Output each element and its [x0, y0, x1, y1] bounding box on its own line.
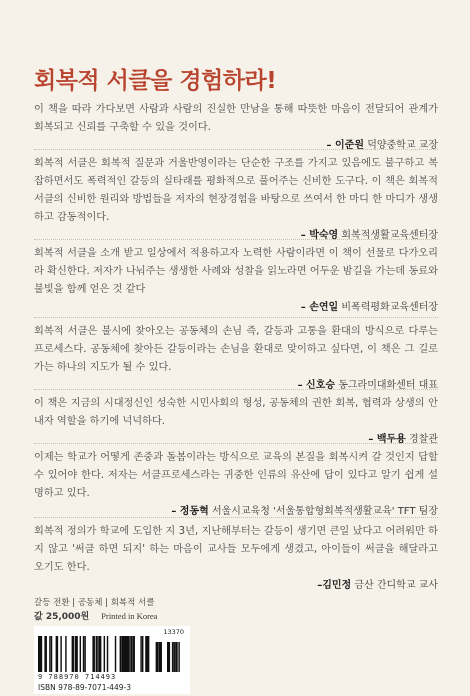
endorser-name: – 백두용 [368, 434, 406, 445]
quote-body: 이 책을 따라 가다보면 사람과 사람의 진실한 만남을 통해 따뜻한 마음이 전달되어 관계가 회복되고 신뢰를 구축할 수 있을 것이다. [34, 104, 438, 133]
endorser-affiliation: 서울시교육청 '서울통합형회복적생활교육' TFT 팀장 [211, 506, 438, 517]
divider [34, 517, 438, 518]
barcode-bar [178, 642, 179, 672]
quote-attribution [34, 577, 438, 595]
barcode-bar [96, 636, 97, 672]
endorser-name: – 이준원 [326, 140, 364, 151]
barcode-bar [174, 642, 175, 672]
quote-body: 회복적 서클은 회복적 질문과 거울반영이라는 단순한 구조를 가지고 있음에도 불구하고 복잡하면서도 폭력적인 갈등의 실타래를 평화적으로 풀어주는 신비한 도구다. 이 책은 회복적 서클의 신비한 원리와 방법들을 저자의 현장경험을 바탕으로 쓰여서 한 마디 한 마디가 생생하고 감동적이다. [34, 158, 438, 223]
divider [34, 149, 438, 150]
barcode-bar [172, 642, 173, 672]
divider [34, 317, 438, 318]
isbn-number: ISBN 978-89-7071-449-3 [38, 683, 131, 692]
barcode-bar [60, 636, 61, 672]
quote-body: 회복적 정의가 학교에 도입한 지 3년, 지난해부터는 갈등이 생기면 큰일 났다고 어려워만 하지 않고 '써클 하면 되지' 하는 마음이 교사들 모두에게 생겼고, 아이들이 써클을 해달라고 오기도 한다. [34, 526, 438, 573]
barcode-bar [147, 636, 150, 672]
barcode-bar [65, 636, 66, 672]
printed-in: Printed in Korea [101, 611, 158, 621]
endorsement-quote-4 [34, 323, 438, 395]
barcode-bar [51, 636, 52, 672]
endorser-affiliation: 경찰관 [409, 434, 438, 445]
price: 값 25,000원 [34, 612, 90, 622]
barcode-block [34, 626, 190, 694]
quote-body: 회복적 서클을 소개 받고 일상에서 적용하고자 노력한 사람이라면 이 책이 선물로 다가오리라 확신한다. 저자가 나눠주는 생생한 사례와 성찰을 읽노라면 어두운 밤길을 가는데 동료와 불빛을 함께 얻은 것 같다 [34, 248, 438, 295]
barcode-bar [80, 636, 81, 672]
barcode-bar [175, 642, 178, 672]
barcode-bar [142, 636, 143, 672]
addon-barcode [154, 642, 180, 672]
endorser-name: – 신호승 [297, 380, 336, 391]
quote-attribution [34, 431, 438, 449]
barcode-bar [120, 636, 121, 672]
barcode-bar [157, 642, 158, 672]
endorser-affiliation: 금산 간디학교 교사 [354, 580, 438, 591]
barcode-bar [92, 636, 95, 672]
price-row [34, 609, 157, 622]
addon-code: 13370 [163, 628, 184, 636]
endorser-affiliation: 동그라미대화센터 대표 [338, 380, 438, 391]
barcode-bar [131, 636, 132, 672]
endorser-affiliation: 회복적생활교육센터장 [341, 230, 438, 241]
barcode-bar [104, 636, 105, 672]
endorsement-quote-1 [34, 101, 438, 155]
isbn-barcode [38, 636, 150, 672]
endorser-name: – 정동혁 [171, 506, 209, 517]
quote-attribution [34, 503, 438, 521]
barcode-bar [129, 636, 130, 672]
barcode-bar [161, 642, 162, 672]
endorsement-quote-6 [34, 449, 438, 521]
barcode-bar [115, 636, 116, 672]
endorser-name: – 박숙영 [300, 230, 339, 241]
barcode-bar [76, 636, 77, 672]
barcode-bar [140, 636, 141, 672]
barcode-bar [49, 636, 50, 672]
endorsement-quote-7 [34, 523, 438, 595]
barcode-bar [169, 642, 170, 672]
divider [34, 443, 438, 444]
subject-keywords: 갈등 전환 | 공동체 | 회복적 서클 [34, 598, 155, 608]
barcode-bar [44, 636, 47, 672]
endorser-affiliation: 비폭력평화교육센터장 [341, 302, 438, 313]
divider [34, 389, 438, 390]
barcode-bar [56, 636, 59, 672]
barcode-bar [97, 636, 98, 672]
quote-body: 이 책은 지금의 시대정신인 성숙한 시민사회의 형성, 공동체의 권한 회복, 협력과 상생의 안내자 역할을 하기에 넉넉하다. [34, 398, 438, 427]
endorsement-quote-2 [34, 155, 438, 245]
barcode-bar [99, 636, 102, 672]
endorser-name: – 손연일 [300, 302, 339, 313]
barcode-bar [132, 636, 135, 672]
quote-attribution [34, 299, 438, 317]
ean-number: 9 788970 714493 [38, 673, 117, 681]
quote-attribution [34, 377, 438, 395]
endorsement-quote-3 [34, 245, 438, 317]
divider [34, 239, 438, 240]
barcode-bar [40, 636, 43, 672]
endorser-affiliation: 덕양중학교 교장 [367, 140, 438, 151]
quote-body: 회복적 서클은 불시에 찾아오는 공동체의 손님 즉, 갈등과 고통을 환대의 방식으로 다루는 프로세스다. 공동체에 찾아든 갈등이라는 손님을 환대로 맞이하고 싶다면, 이 책은 그 길로 가는 하나의 지도가 될 수 있다. [34, 326, 438, 373]
barcode-bar [128, 636, 129, 672]
barcode-bar [107, 636, 108, 672]
barcode-bar [72, 636, 75, 672]
endorser-name: –김민정 [317, 580, 352, 591]
barcode-bar [83, 636, 84, 672]
quote-body: 이제는 학교가 어떻게 존중과 돌봄이라는 방식으로 교육의 본질을 회복시켜 갈 것인지 답할 수 있어야 한다. 저자는 서클프로세스라는 귀중한 인류의 유산에 답이 있다고 알기 쉽게 설명하고 있다. [34, 452, 438, 499]
quote-attribution [34, 227, 438, 245]
headline: 회복적 서클을 경험하라! [34, 68, 277, 94]
barcode-bar [84, 636, 85, 672]
endorsement-quote-5 [34, 395, 438, 449]
quote-attribution [34, 137, 438, 155]
